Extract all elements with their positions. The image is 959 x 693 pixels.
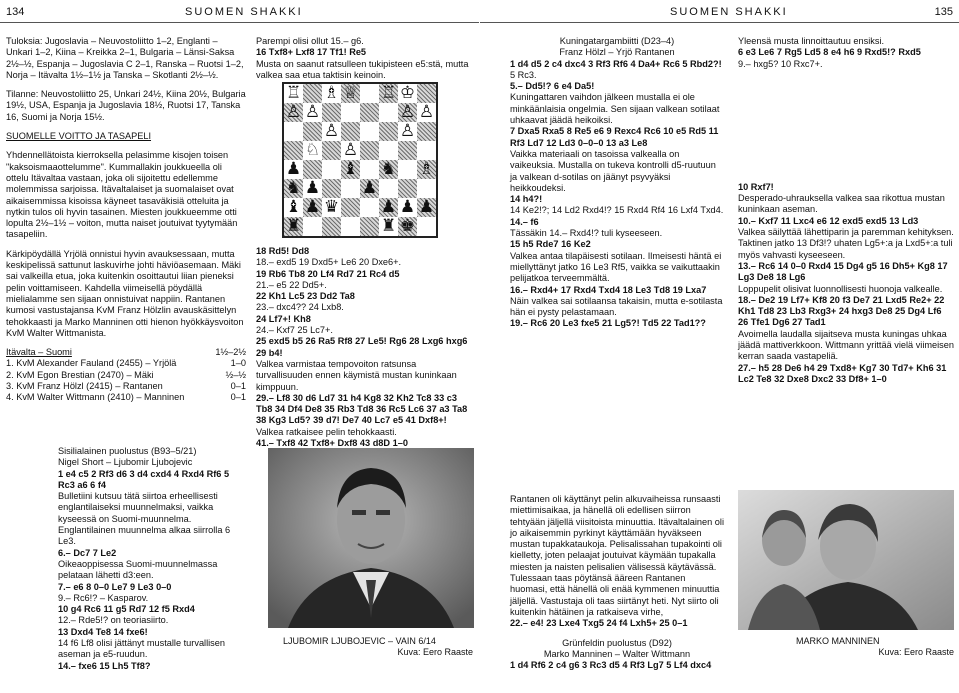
game-moves: 14.– fxe6 15 Lh5 Tf8?: [58, 660, 151, 671]
annotation: Musta on saanut ratsulleen tukipisteen e5:stä, mutta valkea saa etua taktisin keinoin.: [256, 58, 469, 80]
table-row: [6, 381, 246, 392]
board-square: [322, 103, 341, 122]
board-square: [360, 160, 379, 179]
annotation: Kuningattaren vaihdon jälkeen mustalla ei ole minkäänlaisia ongelmia. Sen sijaan valkean sotilaat uhkaavat jäädä heikoiksi.: [510, 92, 720, 126]
board-square: [322, 160, 341, 179]
board-square: [360, 217, 379, 236]
chess-piece-icon: ♔: [399, 83, 416, 103]
board-square: [303, 217, 322, 236]
board-square: [398, 179, 417, 198]
section-heading: SUOMELLE VOITTO JA TASAPELI: [6, 131, 152, 142]
annotation: Desperado-uhrauksella valkea saa rikottua mustan kuninkaan aseman.: [738, 193, 945, 215]
column-gap: [738, 70, 954, 182]
game-moves: 1 e4 c5 2 Rf3 d6 3 d4 cxd4 4 Rxd4 Rf6 5 Rc3 a6 6 f4: [58, 468, 230, 490]
board-square: [322, 84, 341, 103]
chess-piece-icon: ♖: [380, 83, 397, 103]
chess-piece-icon: ♝: [285, 197, 302, 217]
chess-piece-icon: ♘: [304, 140, 321, 160]
game-moves: 41.– Txf8 42 Txf8+ Dxf8 43 d8D 1–0: [256, 438, 408, 449]
chess-piece-icon: ♞: [380, 159, 397, 179]
annotation: 18.– exd5 19 Dxd5+ Le6 20 Dxe6+.: [256, 257, 402, 268]
page-title: SUOMEN SHAKKI: [185, 6, 303, 18]
board-square: [284, 103, 303, 122]
game-moves: 14.– f6: [510, 216, 539, 227]
portrait-photo-manninen: [738, 490, 954, 630]
chess-piece-icon: ♟: [304, 197, 321, 217]
board-square: [284, 84, 303, 103]
game-moves: 18 Rd5! Dd8: [256, 246, 310, 256]
opening-title: Grünfeldin puolustus (D92): [562, 637, 672, 648]
game-moves: 7.– e6 8 0–0 Le7 9 Le3 0–0: [58, 581, 172, 592]
board-square: [379, 141, 398, 160]
game-moves: 24 Lf7+! Kh8: [256, 313, 311, 324]
board-square: [417, 198, 436, 217]
board-square: [303, 84, 322, 103]
annotation: Valkea antaa tilapäisesti sotilaan. Ilmeisesti häntä ei miellyttänyt jatko 16 Le3 Rf5, vaikka se vaikuttaakin pelijatkoa terveemmältä.: [510, 250, 722, 284]
board-square: [284, 198, 303, 217]
board-square: [322, 198, 341, 217]
board-pairing: 1. KvM Alexander Fauland (2455) – Yrjölä: [6, 358, 177, 369]
board-square: [398, 217, 417, 236]
board-square: [417, 217, 436, 236]
board-square: [341, 198, 360, 217]
board-square: [303, 122, 322, 141]
chess-piece-icon: ♟: [418, 197, 435, 217]
photo-credit: Kuva: Eero Raaste: [397, 647, 473, 657]
players-line: Marko Manninen – Walter Wittmann: [543, 648, 691, 659]
board-square: [341, 141, 360, 160]
players-line: Franz Hölzl – Yrjö Rantanen: [559, 47, 675, 58]
table-score: 1½–2½: [215, 347, 246, 358]
board-square: [379, 217, 398, 236]
annotation: 14 Ke2!?; 14 Ld2 Rxd4!? 15 Rxd4 Rf4 16 Lxf4 Txd4.: [510, 205, 724, 216]
board-square: [398, 103, 417, 122]
table-row: [6, 370, 246, 381]
article-paragraph: Rantanen oli käyttänyt pelin alkuvaiheissa runsaasti miettimisaikaa, ja hänellä oli edellisen siirron tehtyään jäljellä viisitoista minuuttia. Itävaltalainen oli jo aikaisemmin pyrkinyt käyttämään hyväkseen mustan tupakkataukoja. Pelisalissahan tupakointi oli kielletty, joten pelaajat joutuivat käymään tupakalla miesten ja naisten pelisalien välisessä käytävässä. Tulessaan taas pöytänsä ääreen Rantanen huomasi, että hänellä oli enää kymmenen minuuttia jäljellä. Vastustaja oli taas siirtänyt heti. Nyt siirto oli kuitenkin hätäinen ja ratkaiseva virhe,: [510, 494, 724, 617]
board-square: [360, 103, 379, 122]
game-moves: 13 Dxd4 Te8 14 fxe6!: [58, 626, 148, 637]
board-square: [322, 141, 341, 160]
chess-piece-icon: ♙: [304, 102, 321, 122]
game-moves: 16 Txf8+ Lxf8 17 Tf1! Re5: [256, 47, 367, 58]
chess-diagram: [282, 82, 438, 238]
game-moves: 22 Kh1 Lc5 23 Dd2 Ta8: [256, 291, 355, 302]
photo-caption: [283, 636, 473, 658]
board-square: [360, 122, 379, 141]
results-paragraph: Tuloksia: Jugoslavia – Neuvostoliitto 1–2, Englanti – Unkari 1–2, Kiina – Kreikka 2–1, Bulgaria – Länsi-Saksa 2½–½, Espanja – Jugoslavia C 2–1, Ranska – Ruotsi 1–2, Norja – Itävalta 1½–1½ ja Tanska – Skotlanti 2½–½.: [6, 36, 244, 80]
left-column-2-top: [256, 36, 474, 81]
annotation: Bulletiini kutsuu tätä siirtoa erheellisesti englantilaiseksi muunnelmaksi, vaikka kyseessä on Suomi-muunnelma. Englantilainen muunnelma alkaa siirrolla 6 Le3.: [58, 491, 231, 547]
right-column-1: [510, 36, 724, 330]
chess-piece-icon: ♟: [361, 178, 378, 198]
chess-piece-icon: ♖: [285, 83, 302, 103]
game-moves: 18.– De2 19 Lf7+ Kf8 20 f3 De7 21 Lxd5 Re2+ 22 Kh1 Td8 23 Lb3 Rxg3+ 24 hxg3 De8 25 Dg4 Lf6 26 Tfe1 Dg6 27 Tad1: [738, 294, 945, 328]
left-page: [0, 0, 479, 693]
game-moves: 16.– Rxd4+ 17 Rxd4 Txd4 18 Le3 Td8 19 Lxa7: [510, 284, 707, 295]
left-bottom-column: [58, 446, 248, 672]
board-square: [303, 198, 322, 217]
annotation: Tässäkin 14.– Rxd4!? tuli kyseeseen.: [510, 228, 663, 239]
opening-title: Kuningatargambiitti (D23–4): [559, 36, 675, 46]
chess-piece-icon: ♙: [399, 102, 416, 122]
chess-piece-icon: ♗: [418, 159, 435, 179]
page-title: SUOMEN SHAKKI: [670, 6, 788, 18]
annotation: 12.– Rde5!? on teoriasiirto.: [58, 615, 169, 626]
annotation: Näin valkea sai sotilaansa takaisin, mutta e-sotilasta hän ei pysty pelastamaan.: [510, 295, 723, 318]
chess-piece-icon: ♟: [285, 159, 302, 179]
board-score: 0–1: [230, 381, 246, 392]
photo-credit: Kuva: Eero Raaste: [878, 647, 954, 657]
annotation: Avoimella laudalla sijaitseva musta kuningas uhkaa jäädä mattiverkkoon. Wittmann yrittää vielä viimeisen kerran saada vastapeliä.: [738, 328, 954, 362]
game-moves: 14 h4?!: [510, 194, 543, 205]
chess-piece-icon: ♙: [285, 102, 302, 122]
board-square: [360, 179, 379, 198]
game-moves: 6.– Dc7 7 Le2: [58, 547, 117, 558]
table-row: [6, 392, 246, 403]
left-column-2-bottom: [256, 246, 474, 449]
right-column-2: [738, 36, 954, 385]
board-square: [360, 198, 379, 217]
board-pairing: 3. KvM Franz Hölzl (2415) – Rantanen: [6, 381, 163, 392]
board-square: [398, 160, 417, 179]
board-score: 1–0: [230, 358, 246, 369]
board-square: [341, 84, 360, 103]
board-square: [398, 122, 417, 141]
board-square: [284, 141, 303, 160]
chess-piece-icon: ♛: [323, 197, 340, 217]
annotation: Parempi olisi ollut 15.– g6.: [256, 36, 364, 46]
chess-piece-icon: ♙: [418, 102, 435, 122]
chess-piece-icon: ♙: [323, 121, 340, 141]
annotation: 21.– e5 22 Dd5+.: [256, 279, 327, 290]
chess-piece-icon: ♜: [285, 216, 302, 236]
board-square: [322, 179, 341, 198]
board-square: [360, 141, 379, 160]
game-moves: 13.– Rc6 14 0–0 Rxd4 15 Dg4 g5 16 Dh5+ Kg8 17 Lg3 De8 18 Lg6: [738, 260, 948, 283]
chess-piece-icon: ♙: [399, 121, 416, 141]
board-square: [284, 160, 303, 179]
photo-caption: [796, 636, 954, 658]
board-square: [303, 160, 322, 179]
game-moves: 19 Rb6 Tb8 20 Lf4 Rd7 21 Rc4 d5: [256, 268, 400, 279]
chess-piece-icon: ♟: [399, 197, 416, 217]
board-pairing: 4. KvM Walter Wittmann (2410) – Manninen: [6, 392, 185, 403]
game-moves: 7 Dxa5 Rxa5 8 Re5 e6 9 Rexc4 Rc6 10 e5 Rd5 11 Rf3 Ld7 12 Ld3 0–0–0 13 a3 Le8: [510, 126, 719, 148]
board-square: [341, 217, 360, 236]
board-square: [417, 122, 436, 141]
page-number: 134: [6, 6, 25, 18]
right-page-header: [480, 4, 959, 23]
board-square: [303, 103, 322, 122]
left-column-1: [6, 36, 246, 404]
board-square: [284, 217, 303, 236]
table-header-row: [6, 347, 246, 358]
game-moves: 1 d4 d5 2 c4 dxc4 3 Rf3 Rf6 4 Da4+ Rc6 5 Rbd2?!: [510, 58, 722, 69]
game-moves: 10 Rxf7!: [738, 181, 774, 192]
annotation: Loppupelit olisivat luonnollisesti huonoja valkealle.: [738, 283, 943, 294]
board-square: [379, 103, 398, 122]
article-paragraph: Yhdennellätoista kierroksella pelasimme kisojen toisen "kaksoismaaottelumme". Kummallakin joukkueella oli ottelu Itävaltaa vastaan, joka oli sijoitettu edellemme molemmissa sarjoissa. Itävaltalaiset ja suomalaiset ovat aikaisemmissa kisoissa käyneet tasaväkisiä otteluita ja nytkin tulos oli hyvin tasainen. Miesten joukkueemme otti lopulta 2½–1½ – voiton, mutta naiset joutuivat tyytymään tasapeliin.: [6, 150, 238, 240]
chess-piece-icon: ♟: [304, 178, 321, 198]
board-square: [398, 141, 417, 160]
portrait-photo-ljubojevic: [268, 448, 474, 628]
board-square: [417, 179, 436, 198]
game-moves: 25 exd5 b5 26 Ra5 Rf8 27 Le5! Rg6 28 Lxg6 hxg6 29 b4!: [256, 336, 468, 358]
annotation: Oikeaoppisessa Suomi-muunnelmassa pelataan lähetti d3:een.: [58, 558, 218, 581]
board-square: [303, 179, 322, 198]
annotation: Valkea varmistaa tempovoiton ratsunsa turvallisuuden ennen käymistä mustan kuninkaan kimppuun.: [256, 358, 457, 392]
board-square: [303, 141, 322, 160]
annotation: 9.– hxg5? 10 Rxc7+.: [738, 58, 823, 69]
page-number: 135: [934, 6, 953, 18]
board-square: [341, 179, 360, 198]
board-square: [322, 122, 341, 141]
game-moves: 5.– Dd5!? 6 e4 Da5!: [510, 81, 595, 92]
board-square: [379, 160, 398, 179]
board-score: 0–1: [230, 392, 246, 403]
board-score: ½–½: [225, 369, 246, 380]
left-page-header: [0, 4, 479, 23]
board-square: [417, 103, 436, 122]
board-square: [284, 179, 303, 198]
opening-title: Sisilialainen puolustus (B93–5/21): [58, 446, 197, 456]
annotation: 14 f6 Lf8 olisi jättänyt mustalle turvallisen aseman ja e5-ruudun.: [58, 638, 225, 660]
board-square: [379, 122, 398, 141]
standings-paragraph: Tilanne: Neuvostoliitto 25, Unkari 24½, Kiina 20½, Bulgaria 19½, USA, Espanja ja Jugoslavia 18½, Ruotsi 17, Tanska 16, Suomi ja Norja 15½.: [6, 89, 246, 122]
board-square: [322, 217, 341, 236]
board-square: [398, 84, 417, 103]
chess-piece-icon: ♙: [342, 140, 359, 160]
game-moves: 10.– Kxf7 11 Lxc4 e6 12 exd5 exd5 13 Ld3: [738, 215, 919, 226]
board-square: [341, 160, 360, 179]
board-square: [379, 198, 398, 217]
table-row: [6, 358, 246, 369]
game-moves: 6 e3 Le6 7 Rg5 Ld5 8 e4 h6 9 Rxd5!? Rxd5: [738, 47, 921, 58]
board-square: [341, 122, 360, 141]
board-square: [417, 160, 436, 179]
board-square: [398, 198, 417, 217]
board-square: [379, 84, 398, 103]
article-paragraph: Kärkipöydällä Yrjölä onnistui hyvin avauksessaan, mutta keskipelissä sattunut laskuvirhe johti häviöasemaan. Mäki sai valkeilla etua, joka kuitenkin osoittautui liian pieneksi pelin voittamiseen. Kahdella viimeisellä pöydällä mielialamme sen sijaan onnistuivat nappiin. Rantanen kumosi vastustajansa KvM Franz Hölzlin avauskäsittelyn tehokkaasti ja Marko Manninen otti hienon hyökkäysvoiton KvM Walter Wittmanista.: [6, 248, 244, 338]
chess-piece-icon: ♗: [323, 83, 340, 103]
chess-piece-icon: ♚: [399, 216, 416, 236]
chess-piece-icon: ♝: [342, 159, 359, 179]
game-moves: 19.– Rc6 20 Le3 fxe5 21 Lg5?! Td5 22 Tad1??: [510, 318, 706, 329]
annotation: Valkea ratkaisee pelin tehokkaasti.: [256, 426, 397, 437]
annotation: 23.– dxc4?? 24 Lxb8.: [256, 302, 344, 313]
game-moves: 10 g4 Rc6 11 g5 Rd7 12 f5 Rxd4: [58, 604, 195, 615]
right-bottom-column: [510, 494, 724, 671]
game-moves: 29.– Lf8 30 d6 Ld7 31 h4 Kg8 32 Kh2 Tc8 33 c3 Tb8 34 Df4 De8 35 Rb3 Td8 36 Rc5 Lc6 37 a3 Ta8 38 Kg3 Ld5? 39 d7! De7 40 Lc7 e5 41 Dxf8+!: [256, 392, 468, 426]
game-moves: 22.– e4! 23 Lxe4 Txg5 24 f4 Lxh5+ 25 0–1: [510, 618, 688, 629]
annotation: Yleensä musta linnoittautuu ensiksi.: [738, 36, 885, 46]
caption-name: MARKO MANNINEN: [796, 636, 880, 646]
players-line: Nigel Short – Ljubomir Ljubojevic: [58, 457, 193, 468]
table-title: Itävalta – Suomi: [6, 347, 72, 358]
right-page: [480, 0, 959, 693]
board-square: [417, 141, 436, 160]
game-moves: 27.– h5 28 De6 h4 29 Txd8+ Kg7 30 Td7+ Kh6 31 Lc2 Te8 32 Dxe8 Dxc2 33 Df8+ 1–0: [738, 362, 947, 384]
annotation: Valkea säilyttää lähettiparin ja paremman kehityksen. Taktinen jatko 13 Df3!? uhaten Lg5+:a ja Lxd5+:a tuli myös vahvasti kyseeseen.: [738, 227, 954, 260]
board-square: [341, 103, 360, 122]
board-square: [379, 179, 398, 198]
caption-name: LJUBOMIR LJUBOJEVIC – VAIN 6/14: [283, 636, 436, 646]
chess-piece-icon: ♟: [380, 197, 397, 217]
game-moves: 1 d4 Rf6 2 c4 g6 3 Rc3 d5 4 Rf3 Lg7 5 Lf4 dxc4: [510, 660, 712, 671]
chess-piece-icon: ♕: [342, 83, 359, 103]
board-pairing: 2. KvM Egon Brestian (2470) – Mäki: [6, 369, 154, 380]
game-moves: 15 h5 Rde7 16 Ke2: [510, 239, 591, 250]
annotation: 9.– Rc6!? – Kasparov.: [58, 592, 149, 603]
annotation: 24.– Kxf7 25 Lc7+.: [256, 325, 333, 336]
match-result-table: [6, 347, 246, 403]
chess-piece-icon: ♞: [285, 178, 302, 198]
annotation: Vaikka materiaali on tasoissa valkealla on vaikeuksia. Mustalla on tukeva kontrolli d5-ruutuun ja valkean d-sotilas on jäänyt psyvyäksi heikkoudeksi.: [510, 148, 716, 193]
board-square: [284, 122, 303, 141]
board-square: [417, 84, 436, 103]
annotation: 5 Rc3.: [510, 69, 537, 80]
chess-piece-icon: ♜: [380, 216, 397, 236]
board-square: [360, 84, 379, 103]
